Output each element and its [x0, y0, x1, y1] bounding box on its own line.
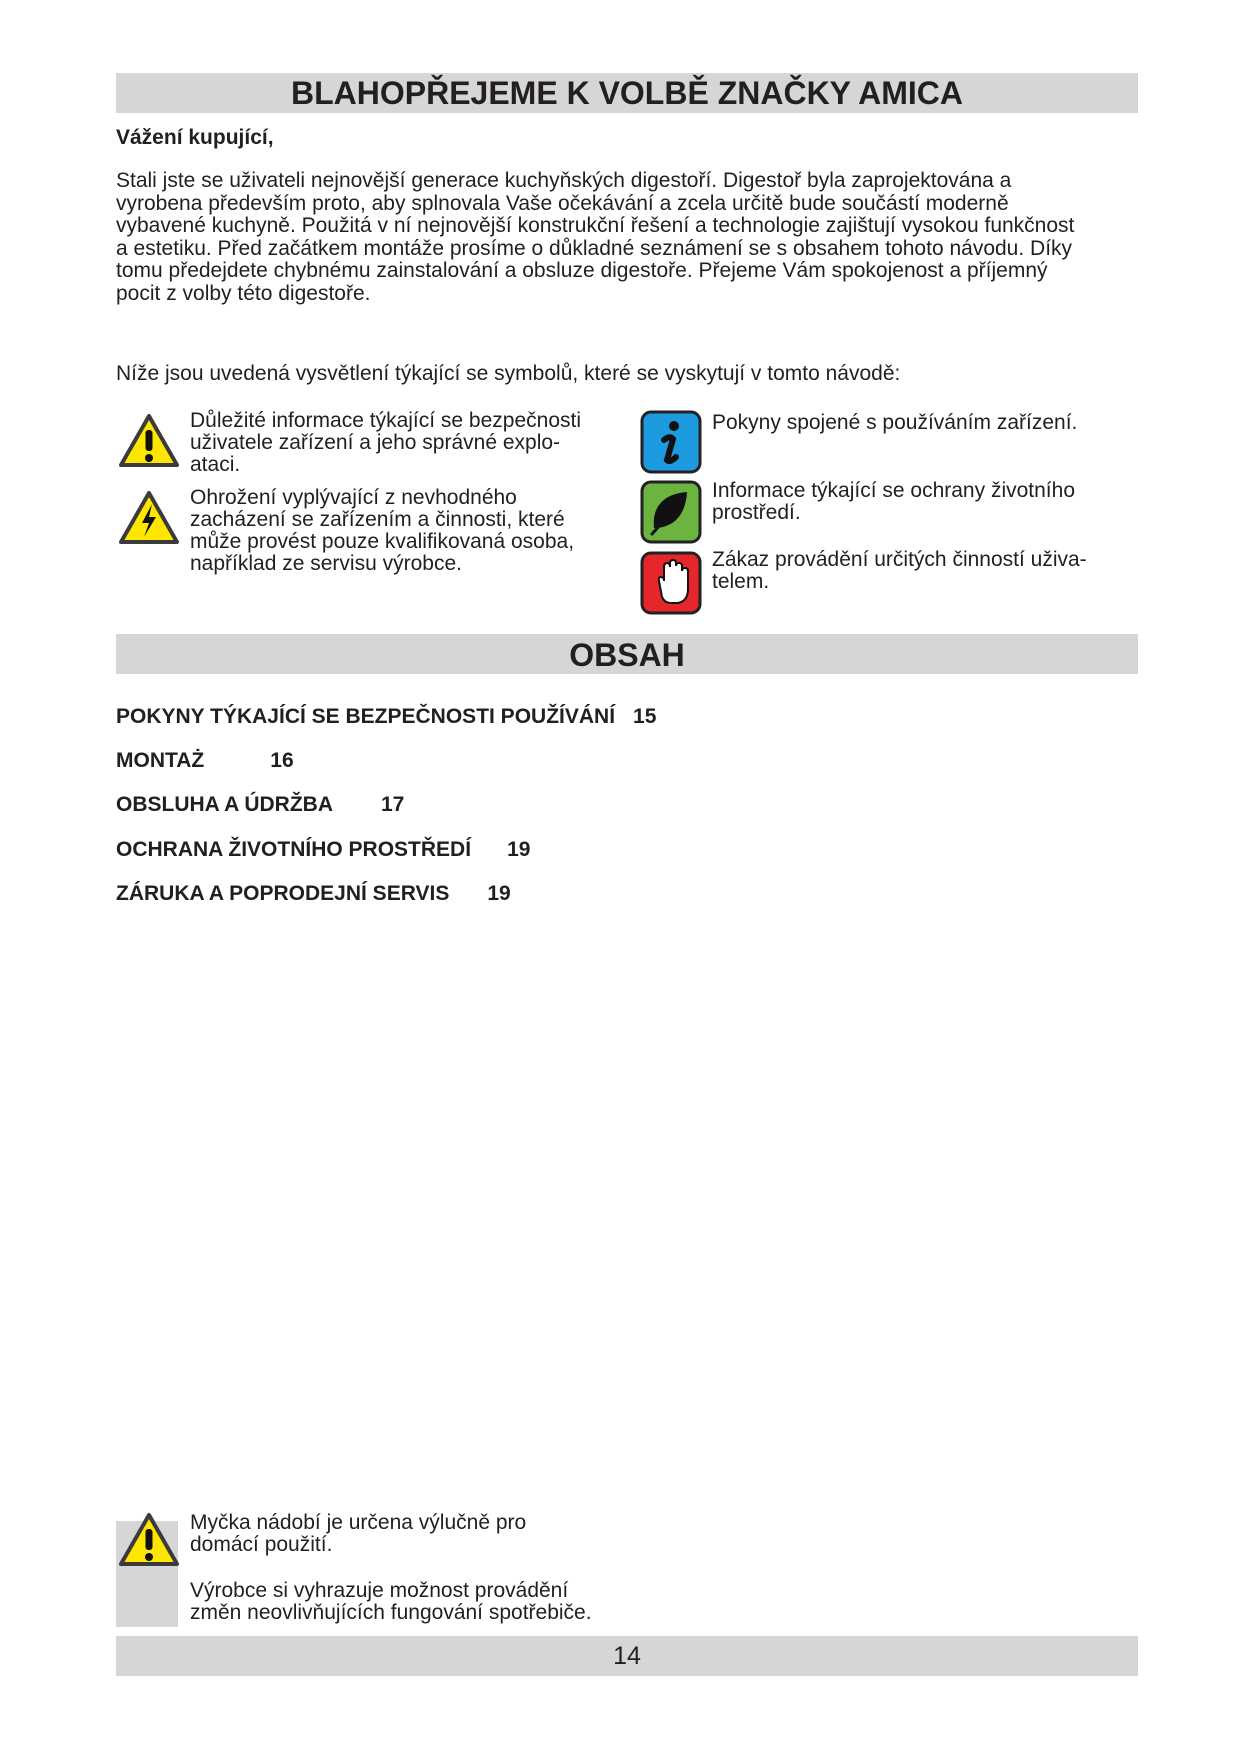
symbol-environment-text: Informace týkající se ochrany životního prostředí. [712, 479, 1075, 524]
intro-line: Stali jste se uživateli nejnovější generace kuchyňských digestoří. Digestoř byla zaprojektována a [116, 169, 1012, 192]
intro-line: vyrobena především proto, aby splnovala Vaše očekávání a zcela určitě bude součástí moderně [116, 191, 1009, 215]
page-title: BLAHOPŘEJEME K VOLBĚ ZNAČKY AMICA [290, 75, 964, 111]
toc-page: 19 [507, 838, 531, 861]
intro-line: pocit z volby této digestoře. [116, 281, 371, 305]
toc-page: 17 [380, 793, 405, 816]
intro-line: vybavené kuchyně. Použitá v ní nejnovější konstrukční řešení a technologie zajištují vysokou funkčnost [116, 214, 1075, 237]
warning-triangle-icon [118, 413, 180, 469]
toc-item[interactable]: OBSLUHA A ÚDRŽBA 17 [116, 793, 405, 816]
info-icon [640, 410, 702, 474]
toc-item[interactable]: MONTAŻ 16 [116, 749, 294, 772]
symbol-warning-text: Důležité informace týkající se bezpečnosti uživatele zařízení a jeho správné explo- ataci. [190, 409, 582, 476]
electric-hazard-icon [118, 490, 180, 546]
intro-line: a estetiku. Před začátkem montáže prosíme o důkladné seznámení se s obsahem tohoto návodu. Díky [116, 236, 1073, 260]
greeting: Vážení kupující, [116, 126, 274, 149]
symbol-prohibition-text: Zákaz provádění určitých činností uživa- telem. [712, 548, 1087, 593]
bottom-note-1: Myčka nádobí je určena výlučně pro domácí použití. [190, 1511, 527, 1556]
symbols-intro: Níže jsou uvedená vysvětlení týkající se symbolů, které se vyskytují v tomto návodě: [116, 362, 901, 385]
prohibition-hand-icon [640, 551, 702, 615]
page-title-banner [116, 73, 1138, 113]
page-number: 14 [613, 1642, 641, 1670]
toc-page: 19 [487, 882, 511, 905]
toc-item[interactable]: OCHRANA ŽIVOTNÍHO PROSTŘEDÍ 19 [116, 838, 531, 861]
footer-band [116, 1636, 1138, 1676]
intro-paragraph [116, 170, 1140, 305]
toc-banner [116, 634, 1138, 674]
toc-page: 15 [633, 705, 657, 728]
toc-item[interactable]: POKYNY TÝKAJÍCÍ SE BEZPEČNOSTI POUŽÍVÁNÍ 15 [116, 705, 657, 728]
bottom-note-2: Výrobce si vyhrazuje možnost provádění změn neovlivňujících fungování spotřebiče. [190, 1579, 592, 1624]
intro-line: tomu předejdete chybnému zainstalování a obsluze digestoře. Přejeme Vám spokojenost a příjemný [116, 259, 1048, 282]
warning-triangle-icon [118, 1512, 180, 1568]
toc-title: OBSAH [569, 637, 685, 673]
toc-page: 16 [270, 749, 294, 772]
symbol-electric-text: Ohrožení vyplývající z nevhodného zacházení se zařízením a činnosti, které může provést pouze kvalifikovaná osoba, například ze servisu výrobce. [190, 486, 575, 575]
toc-item[interactable]: ZÁRUKA A POPRODEJNÍ SERVIS 19 [116, 882, 511, 905]
symbol-info-text: Pokyny spojené s používáním zařízení. [712, 411, 1078, 434]
leaf-environment-icon [640, 480, 702, 544]
